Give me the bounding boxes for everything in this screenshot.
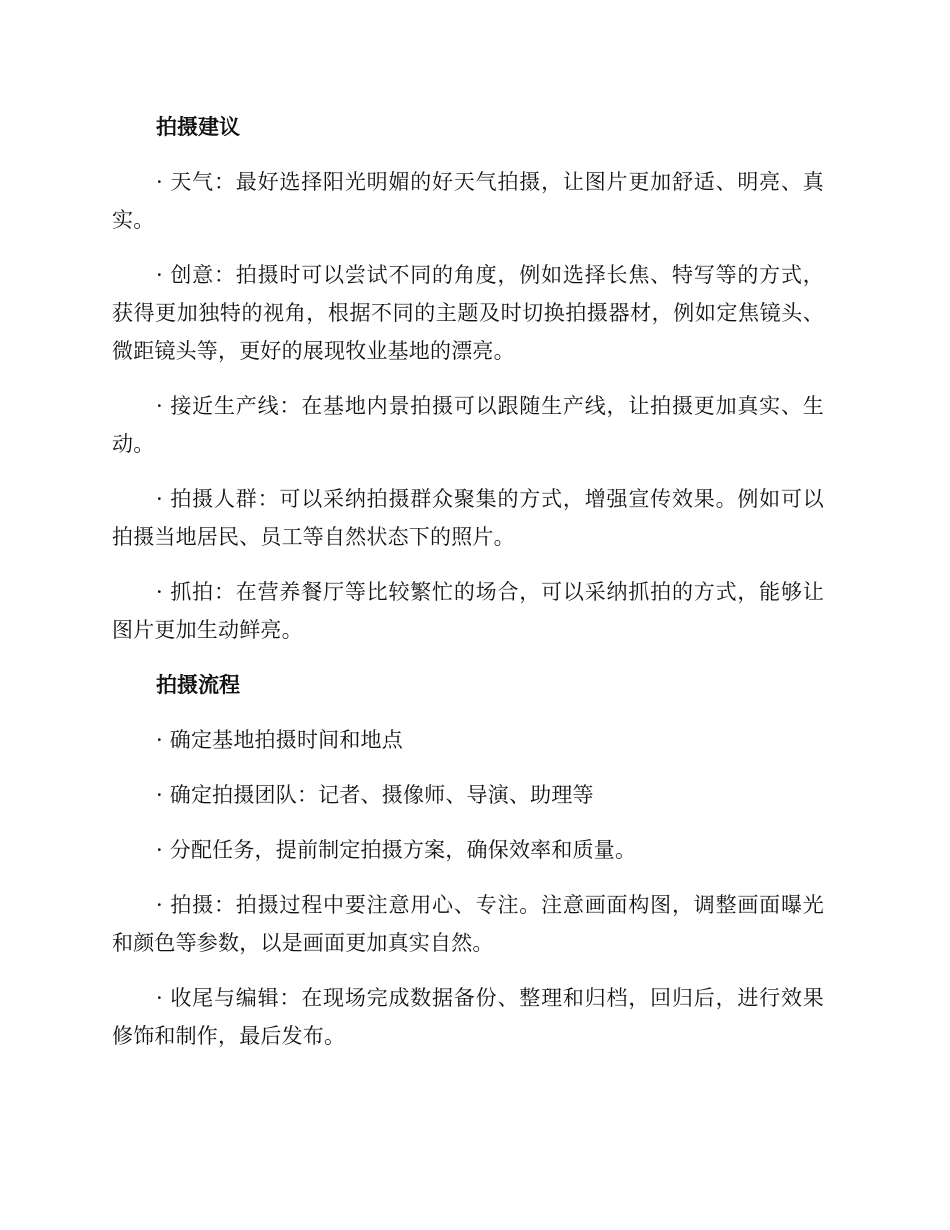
process-team: · 确定拍摄团队：记者、摄像师、导演、助理等 [156, 783, 594, 807]
section-title-shooting-process: 拍摄流程 [156, 673, 240, 697]
process-assign-tasks: · 分配任务，提前制定拍摄方案，确保效率和质量。 [156, 838, 637, 862]
section-title-shooting-suggestions: 拍摄建议 [156, 115, 240, 139]
process-shooting: · 拍摄：拍摄过程中要注意用心、专注。注意画面构图，调整画面曝光和颜色等参数，以是画面更加真实自然。 [112, 893, 824, 955]
process-time-place: · 确定基地拍摄时间和地点 [156, 728, 403, 752]
suggestion-candid: · 抓拍：在营养餐厅等比较繁忙的场合，可以采纳抓拍的方式，能够让图片更加生动鲜亮。 [112, 580, 824, 642]
document-body [112, 108, 824, 1055]
suggestion-production-line: · 接近生产线：在基地内景拍摄可以跟随生产线，让拍摄更加真实、生动。 [112, 394, 824, 456]
suggestion-creativity: · 创意：拍摄时可以尝试不同的角度，例如选择长焦、特写等的方式，获得更加独特的视角，根据不同的主题及时切换拍摄器材，例如定焦镜头、微距镜头等，更好的展现牧业基地的漂亮。 [112, 263, 824, 363]
process-wrap-edit: · 收尾与编辑：在现场完成数据备份、整理和归档，回归后，进行效果修饰和制作，最后发布。 [112, 986, 824, 1048]
suggestion-weather: · 天气：最好选择阳光明媚的好天气拍摄，让图片更加舒适、明亮、真实。 [112, 170, 824, 232]
suggestion-crowd: · 拍摄人群：可以采纳拍摄群众聚集的方式，增强宣传效果。例如可以拍摄当地居民、员工等自然状态下的照片。 [112, 487, 824, 549]
